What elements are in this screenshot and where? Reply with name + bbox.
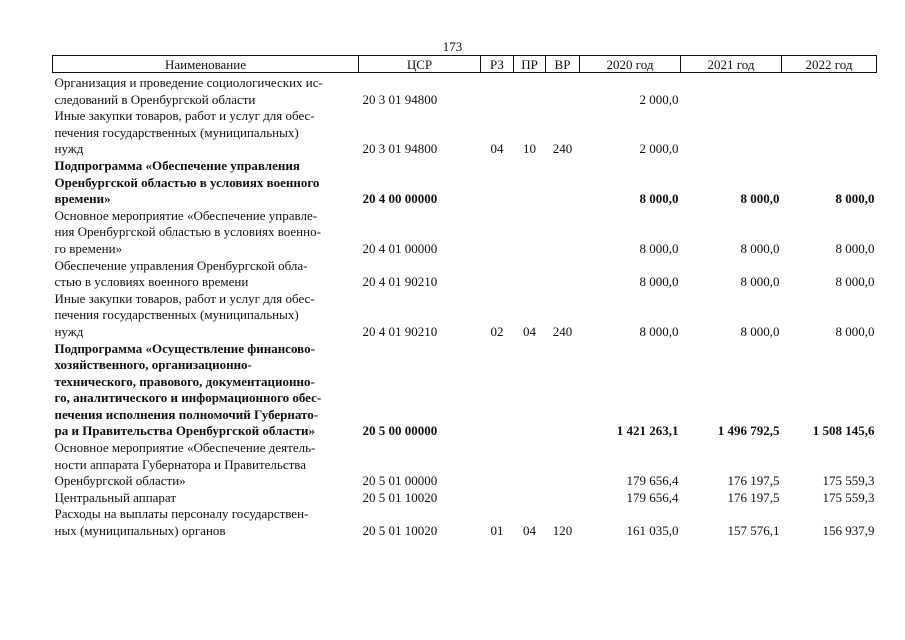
row-name xyxy=(53,73,359,109)
row-pr xyxy=(514,490,546,507)
row-name-line: технического, правового, документационно- xyxy=(54,373,315,389)
row-pr xyxy=(514,73,546,109)
column-header-vr: ВР xyxy=(546,56,580,73)
table-row xyxy=(53,291,877,341)
row-csr: 20 5 01 00000 xyxy=(362,473,438,489)
row-name-line: следований в Оренбургской области xyxy=(54,91,256,107)
row-csr: 20 4 01 90210 xyxy=(362,323,438,339)
column-header-2021: 2021 год xyxy=(681,56,782,73)
row-name-line: ных (муниципальных) органов xyxy=(54,523,226,539)
row-name-line: Подпрограмма «Обеспечение управления xyxy=(54,157,300,173)
row-amount-2020: 8 000,0 xyxy=(639,323,679,339)
row-csr: 20 3 01 94800 xyxy=(362,91,438,107)
row-amount-2022: 175 559,3 xyxy=(822,473,875,489)
column-header-pr: ПР xyxy=(514,56,546,73)
row-rz xyxy=(481,490,514,507)
row-pr: 04 xyxy=(523,323,536,339)
row-csr: 20 4 00 00000 xyxy=(362,191,438,207)
row-amount-2022: 8 000,0 xyxy=(835,323,875,339)
row-amount-2021: 176 197,5 xyxy=(727,473,780,489)
row-pr: 04 xyxy=(523,523,536,539)
row-vr xyxy=(546,440,580,490)
row-name-line: печения государственных (муниципальных) xyxy=(54,124,299,140)
row-amount-2021 xyxy=(681,73,782,109)
row-name-line: Обеспечение управления Оренбургской обла- xyxy=(54,257,308,273)
row-pr xyxy=(514,158,546,208)
row-amount-2020: 179 656,4 xyxy=(626,489,679,505)
row-name-line: нужд xyxy=(54,141,84,157)
row-name xyxy=(53,108,359,158)
row-rz: 01 xyxy=(490,523,504,539)
row-vr xyxy=(546,258,580,291)
row-rz xyxy=(481,258,514,291)
row-name xyxy=(53,258,359,291)
row-rz: 04 xyxy=(490,141,504,157)
row-name-line: Иные закупки товаров, работ и услуг для обес- xyxy=(54,290,315,306)
table-row xyxy=(53,506,877,539)
table-row xyxy=(53,73,877,109)
row-rz xyxy=(481,341,514,441)
row-name-line: Иные закупки товаров, работ и услуг для обес- xyxy=(54,108,315,124)
table-header-row xyxy=(53,56,877,73)
row-name-line: хозяйственного, организационно- xyxy=(54,357,252,373)
table-row xyxy=(53,208,877,258)
row-name-line: Организация и проведение социологических ис- xyxy=(54,75,323,90)
row-amount-2021: 8 000,0 xyxy=(740,191,780,207)
row-amount-2021: 8 000,0 xyxy=(740,323,780,339)
row-amount-2021: 176 197,5 xyxy=(727,489,780,505)
row-name-line: Основное мероприятие «Обеспечение управле- xyxy=(54,207,318,223)
column-header-csr: ЦСР xyxy=(359,56,481,73)
row-amount-2022: 8 000,0 xyxy=(835,191,875,207)
table-row xyxy=(53,158,877,208)
row-amount-2020: 2 000,0 xyxy=(639,91,679,107)
table-row xyxy=(53,341,877,441)
row-name-line: го, аналитического и информационного обес- xyxy=(54,390,322,406)
row-pr xyxy=(514,208,546,258)
budget-table xyxy=(52,55,877,540)
row-name-line: стью в условиях военного времени xyxy=(54,274,249,290)
row-amount-2021: 8 000,0 xyxy=(740,274,780,290)
row-rz: 02 xyxy=(490,323,504,339)
row-csr: 20 4 01 00000 xyxy=(362,240,438,256)
row-name-line: времени» xyxy=(54,191,111,207)
row-csr: 20 5 00 00000 xyxy=(362,423,438,439)
row-name-line: Оренбургской области» xyxy=(54,473,186,489)
row-csr: 20 3 01 94800 xyxy=(362,141,438,157)
row-name xyxy=(53,208,359,258)
table-row xyxy=(53,258,877,291)
row-rz xyxy=(481,208,514,258)
column-header-name: Наименование xyxy=(53,56,359,73)
column-header-rz: РЗ xyxy=(481,56,514,73)
column-header-2022: 2022 год xyxy=(782,56,877,73)
table-row xyxy=(53,440,877,490)
row-amount-2020: 161 035,0 xyxy=(626,523,679,539)
row-name-line: ности аппарата Губернатора и Правительства xyxy=(54,456,307,472)
row-amount-2022: 156 937,9 xyxy=(822,523,875,539)
row-name xyxy=(53,291,359,341)
row-name-line: Центральный аппарат xyxy=(54,489,177,505)
row-amount-2020: 179 656,4 xyxy=(626,473,679,489)
row-amount-2021 xyxy=(681,108,782,158)
row-amount-2020: 8 000,0 xyxy=(639,240,679,256)
row-pr xyxy=(514,341,546,441)
row-amount-2020: 8 000,0 xyxy=(639,274,679,290)
row-name xyxy=(53,440,359,490)
row-amount-2022: 175 559,3 xyxy=(822,489,875,505)
row-name-line: го времени» xyxy=(54,240,123,256)
row-pr: 10 xyxy=(523,141,536,157)
table-row xyxy=(53,490,877,507)
row-vr xyxy=(546,158,580,208)
row-amount-2022: 8 000,0 xyxy=(835,274,875,290)
row-rz xyxy=(481,440,514,490)
table-row xyxy=(53,108,877,158)
row-vr xyxy=(546,341,580,441)
row-name-line: ра и Правительства Оренбургской области» xyxy=(54,423,316,439)
row-amount-2021: 1 496 792,5 xyxy=(717,423,780,439)
row-amount-2021: 8 000,0 xyxy=(740,240,780,256)
row-amount-2022: 1 508 145,6 xyxy=(812,423,875,439)
row-vr: 240 xyxy=(552,323,573,339)
row-vr xyxy=(546,208,580,258)
row-name-line: Расходы на выплаты персоналу государствен- xyxy=(54,506,309,522)
row-amount-2020: 2 000,0 xyxy=(639,141,679,157)
row-csr: 20 5 01 10020 xyxy=(362,489,438,505)
row-rz xyxy=(481,158,514,208)
row-name-line: Основное мероприятие «Обеспечение деятель- xyxy=(54,440,316,456)
row-pr xyxy=(514,440,546,490)
row-vr: 120 xyxy=(552,523,573,539)
row-name xyxy=(53,158,359,208)
table-body xyxy=(53,73,877,540)
row-amount-2020: 8 000,0 xyxy=(639,191,679,207)
row-pr xyxy=(514,258,546,291)
row-name-line: нужд xyxy=(54,323,84,339)
row-name-line: Оренбургской областью в условиях военного xyxy=(54,174,320,190)
page-number: 173 xyxy=(442,39,463,54)
row-csr: 20 5 01 10020 xyxy=(362,523,438,539)
row-name-line: ния Оренбургской областью в условиях военно- xyxy=(54,224,321,240)
row-name xyxy=(53,506,359,539)
row-amount-2020: 1 421 263,1 xyxy=(616,423,679,439)
row-name-line: Подпрограмма «Осуществление финансово- xyxy=(54,340,315,356)
row-vr xyxy=(546,490,580,507)
row-amount-2022 xyxy=(782,108,877,158)
row-amount-2022: 8 000,0 xyxy=(835,240,875,256)
row-amount-2021: 157 576,1 xyxy=(727,523,780,539)
row-rz xyxy=(481,73,514,109)
column-header-2020: 2020 год xyxy=(580,56,681,73)
row-name-line: печения государственных (муниципальных) xyxy=(54,307,299,323)
row-vr: 240 xyxy=(552,141,573,157)
row-name-line: печения исполнения полномочий Губернато- xyxy=(54,406,319,422)
row-name xyxy=(53,341,359,441)
row-amount-2022 xyxy=(782,73,877,109)
row-name xyxy=(53,490,359,507)
row-csr: 20 4 01 90210 xyxy=(362,274,438,290)
row-vr xyxy=(546,73,580,109)
